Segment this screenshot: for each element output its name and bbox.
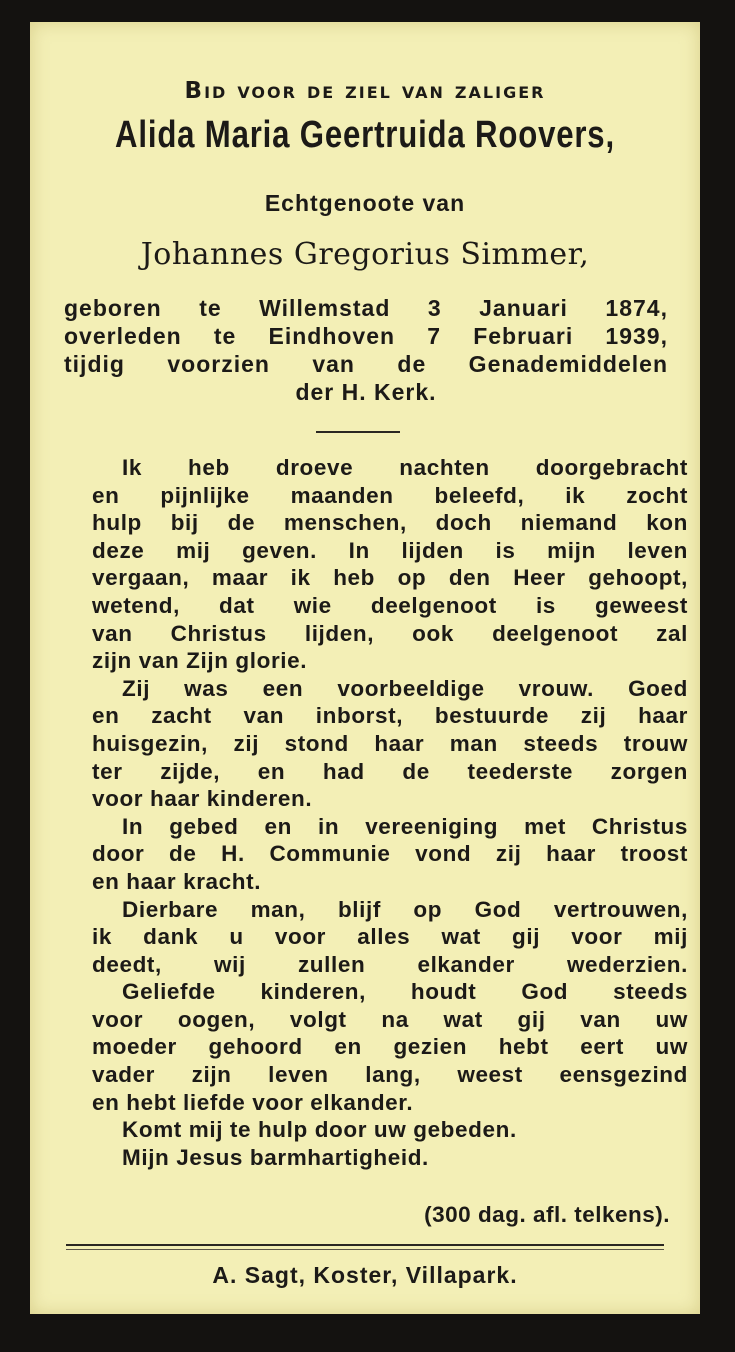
- text-line: en hebt liefde voor elkander.: [92, 1089, 414, 1115]
- divider-long-thin: [66, 1249, 664, 1250]
- text-line: zijn van Zijn glorie.: [92, 648, 308, 674]
- text-line: ter zijde, en had de teederste zorgen: [92, 758, 688, 784]
- text-line: Komt mij te hulp door uw gebeden.: [122, 1117, 517, 1143]
- text-line: huisgezin, zij stond haar man steeds trouw: [92, 730, 688, 756]
- text-line: voor oogen, volgt na wat gij van uw: [92, 1006, 688, 1032]
- text-line: en pijnlijke maanden beleefd, ik zocht: [92, 482, 688, 508]
- printer-credit: A. Sagt, Koster, Villapark.: [212, 1262, 518, 1288]
- indulgence-note: (300 dag. afl. telkens).: [424, 1202, 670, 1227]
- text-line: ik dank u voor alles wat gij voor mij: [92, 924, 688, 950]
- text-line: deze mij geven. In lijden is mijn leven: [92, 537, 688, 563]
- deceased-name: Alida Maria Geertruida Roovers,: [115, 114, 615, 156]
- death-line: overleden te Eindhoven 7 Februari 1939,: [64, 323, 668, 349]
- text-line: moeder gehoord en gezien hebt eert uw: [92, 1034, 688, 1060]
- text-line: hulp bij de menschen, doch niemand kon: [92, 510, 688, 536]
- text-line: vergaan, maar ik heb op den Heer gehoopt,: [92, 565, 688, 591]
- text-line: Ik heb droeve nachten doorgebracht: [122, 455, 688, 480]
- text-line: en zacht van inborst, bestuurde zij haar: [92, 703, 688, 729]
- text-line: deedt, wij zullen elkander wederzien.: [92, 951, 688, 977]
- birth-line: geboren te Willemstad 3 Januari 1874,: [64, 295, 668, 321]
- text-line: van Christus lijden, ook deelgenoot zal: [92, 620, 688, 646]
- text-line: Mijn Jesus barmhartigheid.: [122, 1144, 429, 1170]
- text-line: en haar kracht.: [92, 868, 262, 894]
- text-line: Geliefde kinderen, houdt God steeds: [122, 979, 688, 1005]
- spouse-name: Johannes Gregorius Simmer,: [140, 237, 590, 272]
- text-line: wetend, dat wie deelgenoot is geweest: [92, 592, 688, 618]
- text-line: Dierbare man, blijf op God vertrouwen,: [122, 896, 688, 922]
- card-header: Bid voor de ziel van zaliger: [184, 78, 546, 104]
- text-line: Zij was een voorbeeldige vrouw. Goed: [122, 675, 688, 701]
- text-line: voor haar kinderen.: [92, 786, 313, 812]
- divider-long: [66, 1244, 664, 1246]
- life-dates: [64, 294, 668, 406]
- sacraments-line: tijdig voorzien van de Genademiddelen: [64, 351, 668, 377]
- memorial-text: [92, 454, 688, 1171]
- prayer-card: [30, 22, 700, 1314]
- divider-short: [316, 431, 400, 433]
- text-line: In gebed en in vereeniging met Christus: [122, 813, 688, 839]
- text-line: door de H. Communie vond zij haar troost: [92, 841, 688, 867]
- church-line: der H. Kerk.: [295, 379, 437, 405]
- text-line: vader zijn leven lang, weest eensgezind: [92, 1062, 688, 1088]
- spouse-label: Echtgenoote van: [264, 190, 466, 216]
